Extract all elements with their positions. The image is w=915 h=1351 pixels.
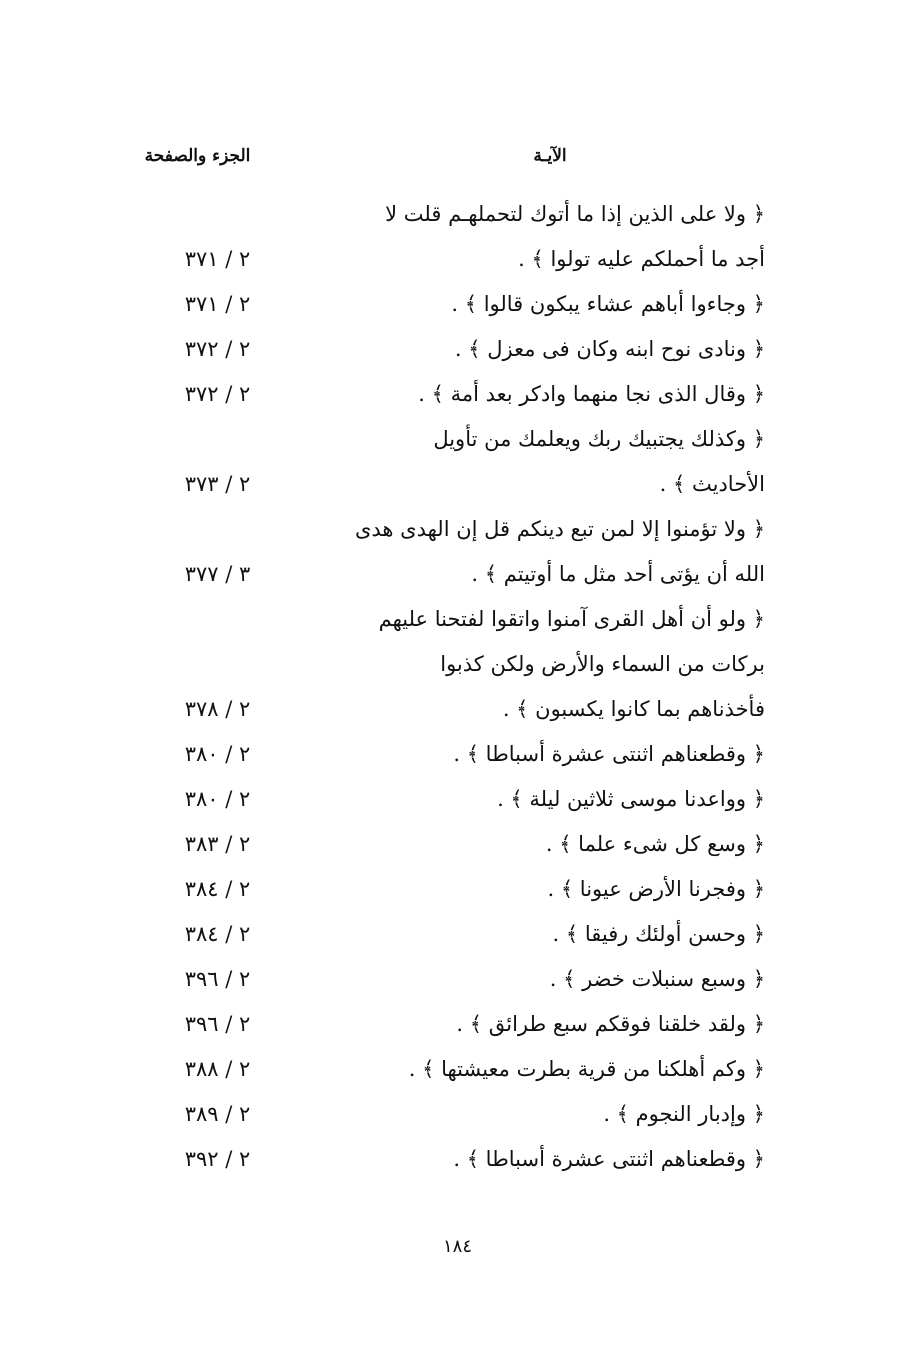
ayah-line: ﴿ ولو أن أهل القرى آمنوا واتقوا لفتحنا عليهم xyxy=(378,607,765,631)
volume-page-reference: ٢ / ٣٨٤ xyxy=(184,922,251,946)
ayah-text xyxy=(325,507,765,597)
volume-page-reference: ٣ / ٣٧٧ xyxy=(184,562,251,586)
ayah-text xyxy=(325,1092,765,1137)
ayah-text xyxy=(325,1047,765,1092)
volume-page-reference: ٢ / ٣٨٠ xyxy=(184,742,251,766)
table-row xyxy=(0,1092,915,1137)
ayah-text xyxy=(325,732,765,777)
ayah-line: بركات من السماء والأرض ولكن كذبوا xyxy=(440,652,765,676)
volume-page-reference: ٢ / ٣٧١ xyxy=(184,247,251,271)
table-row xyxy=(0,957,915,1002)
ayah-line: ﴿ وقطعناهم اثنتى عشرة أسباطا ﴾ . xyxy=(453,1147,765,1171)
volume-page-reference: ٢ / ٣٧٢ xyxy=(184,382,251,406)
table-header xyxy=(0,146,915,174)
volume-page-column-heading: الجزء والصفحة xyxy=(144,146,251,166)
table-row xyxy=(0,912,915,957)
ayah-line: أجد ما أحملكم عليه تولوا ﴾ . xyxy=(518,247,765,271)
volume-page-reference: ٢ / ٣٧٨ xyxy=(184,697,251,721)
ayah-line: ﴿ وحسن أولئك رفيقا ﴾ . xyxy=(552,922,765,946)
table-row xyxy=(0,372,915,417)
ayah-line: ﴿ ولقد خلقنا فوقكم سبع طرائق ﴾ . xyxy=(456,1012,765,1036)
ayah-line: الله أن يؤتى أحد مثل ما أوتيتم ﴾ . xyxy=(471,562,765,586)
ayah-line: ﴿ ولا تؤمنوا إلا لمن تبع دينكم قل إن الهدى هدى xyxy=(354,517,765,541)
ayah-text xyxy=(325,282,765,327)
ayah-line: فأخذناهم بما كانوا يكسبون ﴾ . xyxy=(502,697,765,721)
table-row xyxy=(0,282,915,327)
page-number: ١٨٤ xyxy=(442,1236,472,1257)
table-row xyxy=(0,597,915,732)
table-row xyxy=(0,507,915,597)
ayah-line: ﴿ وقال الذى نجا منهما وادكر بعد أمة ﴾ . xyxy=(418,382,765,406)
ayah-line: ﴿ وواعدنا موسى ثلاثين ليلة ﴾ . xyxy=(497,787,765,811)
ayah-text xyxy=(325,597,765,732)
ayah-text xyxy=(325,1002,765,1047)
volume-page-reference: ٢ / ٣٩٦ xyxy=(184,1012,251,1036)
ayah-line: ﴿ ونادى نوح ابنه وكان فى معزل ﴾ . xyxy=(454,337,765,361)
table-row xyxy=(0,1047,915,1092)
volume-page-reference: ٢ / ٣٨٤ xyxy=(184,877,251,901)
ayah-line: ﴿ وقطعناهم اثنتى عشرة أسباطا ﴾ . xyxy=(453,742,765,766)
ayah-line: ﴿ وكذلك يجتبيك ربك ويعلمك من تأويل xyxy=(433,427,765,451)
ayah-line: ﴿ ولا على الذين إذا ما أتوك لتحملهـم قلت لا xyxy=(385,202,765,226)
table-row xyxy=(0,192,915,282)
ayah-line: ﴿ وجاءوا أباهم عشاء يبكون قالوا ﴾ . xyxy=(451,292,765,316)
table-row xyxy=(0,732,915,777)
table-row xyxy=(0,822,915,867)
ayah-text xyxy=(325,957,765,1002)
ayah-text xyxy=(325,327,765,372)
ayah-text xyxy=(325,777,765,822)
volume-page-reference: ٢ / ٣٨٩ xyxy=(184,1102,251,1126)
ayah-line: الأحاديث ﴾ . xyxy=(659,472,765,496)
ayah-line: ﴿ وسع كل شىء علما ﴾ . xyxy=(545,832,765,856)
table-row xyxy=(0,867,915,912)
volume-page-reference: ٢ / ٣٧١ xyxy=(184,292,251,316)
volume-page-reference: ٢ / ٣٧٣ xyxy=(184,472,251,496)
ayah-text xyxy=(325,192,765,282)
ayah-line: ﴿ وإدبار النجوم ﴾ . xyxy=(603,1102,765,1126)
volume-page-reference: ٢ / ٣٧٢ xyxy=(184,337,251,361)
volume-page-reference: ٢ / ٣٨٨ xyxy=(184,1057,251,1081)
index-table xyxy=(0,192,915,1182)
ayah-column-heading: الآيـة xyxy=(533,146,567,166)
table-row xyxy=(0,327,915,372)
table-row xyxy=(0,1002,915,1047)
volume-page-reference: ٢ / ٣٩٢ xyxy=(184,1147,251,1171)
volume-page-reference: ٢ / ٣٨٠ xyxy=(184,787,251,811)
volume-page-reference: ٢ / ٣٨٣ xyxy=(184,832,251,856)
table-row xyxy=(0,1137,915,1182)
ayah-text xyxy=(325,417,765,507)
ayah-text xyxy=(325,1137,765,1182)
volume-page-reference: ٢ / ٣٩٦ xyxy=(184,967,251,991)
ayah-text xyxy=(325,912,765,957)
ayah-text xyxy=(325,372,765,417)
ayah-line: ﴿ وفجرنا الأرض عيونا ﴾ . xyxy=(547,877,765,901)
table-row xyxy=(0,417,915,507)
ayah-line: ﴿ وسبع سنبلات خضر ﴾ . xyxy=(549,967,765,991)
table-row xyxy=(0,777,915,822)
ayah-text xyxy=(325,867,765,912)
ayah-text xyxy=(325,822,765,867)
ayah-line: ﴿ وكم أهلكنا من قرية بطرت معيشتها ﴾ . xyxy=(408,1057,765,1081)
